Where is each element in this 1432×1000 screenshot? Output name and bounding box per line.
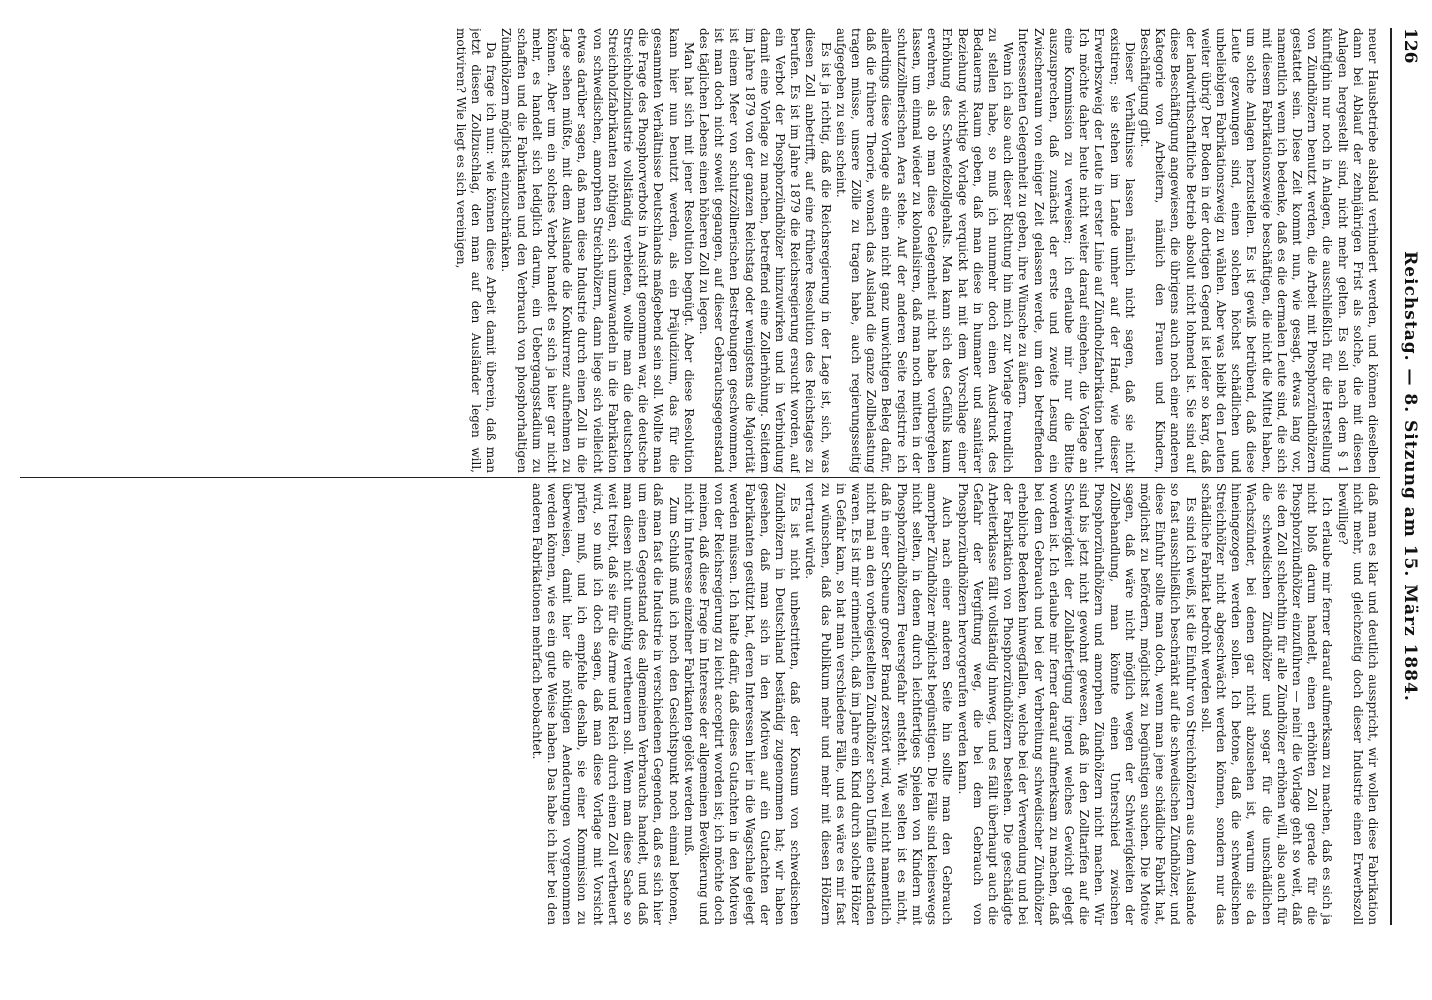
page-number: 126 (1400, 28, 1420, 64)
paragraph: Dieser Verhältnisse lassen nämlich nicht sagen, daß sie nicht existiren; sie stehen im Lande umher auf der Hand, wie dieser Erwerbszweig der Leute in erster Linie auf Zündholzfabrikation beruht. Ich möchte daher heute nicht weiter darauf eingehen, die Vorlage an eine Kommission zu verweisen; ich erlaube mir nur die Bitte auszusprechen, daß zunächst der erste und zweite Lesung ein Zwischenraum von einiger Zeit gelassen werde, um den betreffenden Interessenten Gelegenheit zu geben, ihre Wünsche zu äußern. (1016, 28, 1137, 473)
paragraph: Da frage ich nun: wie können diese Arbeit damit überein, daß man jetzt diesen Zollzuschlag, den man auf den Ausländer legen will, motiviren? Wie liegt es sich vereinigen, (453, 28, 499, 473)
paragraph: Wenn ich also auch dieser Richtung hin mich zur Vorlage freundlich zu stellen habe, so muß ich nunmehr doch einen Ausdruck des Bedauerns Raum geben, daß man diese in humaner und sanitärer Beziehung wichtige Vorlage verquickt hat mit dem Vorschlage einer Erhöhung des Schwefelzollgehalts. Man kann sich des Gefühls kaum erwehren, als ob man diese Gelegenheit nicht habe vorübergehen lassen, um einmal wieder zu kolonalisiren, daß man noch mitten in der schutzzöllnerischen Aera stehe. Auf der anderen Seite registrire ich allerdings diese Vorlage als einen nicht ganz unwichtigen Beleg dafür, daß die frühere Theorie, wonach das Ausland die ganze Zollbelastung tragen müsse, unsere Zölle zu tragen habe, auch regierungsseitig aufgegeben zu sein scheint. (833, 28, 1016, 473)
text-column-left (20, 28, 1380, 473)
paragraph: Man hat sich mit jener Resolution begnügt. Aber diese Resolution kann hier nun benutzt werden, als ein Präjudizium, das für die gesammten Verhältnisse Deutschlands maßgebend sein soll. Wollte man die Frage des Phosphorverbots in Ansicht genommen war, die deutsche Streichholzindustrie vollständig verbieten, wollte man die deutschen Streichholzfabrikanten nöthigen, sich umzuwandeln in die Fabrikation von schwedischen, amorphen Streichhölzern, dann liege sich vielleicht etwas darüber sagen, daß man diese Industrie durch einen Zoll in die Lage sehen müßte, mit dem Auslande die Konkurrenz aufnehmen zu können. Aber um ein solches Verbot handelt es sich ja hier gar nicht mehr, es handelt sich lediglich darum, ein Uebergangsstadium zu schaffen und die Fabrikanten und den Verbrauch von phosphorhaltigen Zündhölzern möglichst einzuschränken. (499, 28, 696, 473)
paragraph: daß man es klar und deutlich ausspricht, wir wollen diese Fabrikation nicht mehr, und gleichzeitig doch dieser Industrie einen Erwerbszoll bewillige? (1335, 483, 1380, 925)
paragraph: Es ist ja richtig, daß die Reichsregierung in der Lage ist, sich, was diesen Zoll anbetrifft, auf eine frühere Resolution des Reichstages zu berufen. Es ist im Jahre 1879 die Reichsregierung ersucht worden, auf ein Verbot der Phosphorzündhölzer hinzuwirken und in Verbindung damit eine Vorlage zu machen, betreffend eine Zollerhöhung. Seitdem im Jahre 1879 von der ganzen Reichstag oder wenigstens die Majorität ist einem Meer von schutzzöllnerischen Bestrebungen geschwommen, ist man doch nicht soweit gegangen, auf dieser Gebrauchsgegenstand des täglichen Lebens einen höheren Zoll zu legen. (697, 28, 833, 473)
header-rule (1390, 28, 1392, 925)
paragraph: Zum Schluß muß ich noch den Gesichtspunkt noch einmal betonen, daß man fast die Industrie in verschiedenen Gegenden, daß es sich hier um einen Gegenstand des allgemeinen Verbrauchs handelt, und daß man diesen nicht unnöthig vertheuern soll. Wenn man diese Sache so weit treibt, daß sie für die Arme und Reich durch einen Zoll vertheuert wird, so muß ich doch sagen, daß man diese Vorlage mit Vorsicht prüfen muß, und ich empfehle deshalb, sie einer Kommission zu überweisen, damit hier die nöthigen Aenderungen vorgenommen werden können, wie es ein gute Weise haben. Das habe ich hier bei den anderen Fabrikationen mehrfach beobachtet. (529, 483, 681, 925)
text-column-right (20, 483, 1380, 925)
column-divider (20, 477, 1380, 478)
paragraph: Es sind ich weiß, ist die Einfuhr von Streichhölzern aus dem Auslande so fast ausschließlich beschränkt auf die schwedischen Zündhölzer, und diese Einfuhr sollte man doch, wenn man jene schädliche Fabrik hat, möglichst zu befördern, möglichst zu begünstigen suchen. Die Motive sagen, daß wäre nicht möglich wegen der Schwierigkeiten der Zollbehandlung, man könnte einen Unterschied zwischen Phosphorzündhölzern und amorphen Zündhölzern nicht machen. Wir sind bis jetzt nicht gewohnt gewesen, daß in den Zolltarifen auf die Schwierigkeit der Zollabfertigung irgend welches Gewicht gelegt worden ist. Ich erlaube mir ferner darauf aufmerksam zu machen, daß bei dem Gebrauch und bei der Verbreitung schwedischer Zündhölzer erhebliche Bedenken hinwegfallen, welche bei der Verwendung und bei der Fabrikation von Phosphorzündhölzern bestehen. Die geschädigte Arbeiterklasse fällt vollständig hinweg, und es fällt überhaupt auch die Gefahr der Vergiftung weg, die bei dem Gebrauch von Phosphorzündhölzern hervorgerufen werden kann. (955, 483, 1198, 925)
paragraph: Es ist nicht unbestritten, daß der Konsum von schwedischen Zündhölzern in Deutschland beständig zugenommen hat; wir haben gesehen, daß man sich in den Motiven auf ein Gutachten der Fabrikanten gestützt hat, deren Interessen hier in die Wagschale gelegt werden müssen. Ich halte dafür, daß dieses Gutachten in den Motiven von der Reichsregierung zu leicht acceptirt worden ist; ich möchte doch meinen, daß diese Frage im Interesse der allgemeinen Bevölkerung und nicht im Interesse einzelner Fabrikanten gelöst werden muß. (681, 483, 803, 925)
paragraph: Auch nach einer anderen Seite hin sollte man den Gebrauch amorpher Zündhölzer möglichst begünstigen. Die Fälle sind keineswegs nicht selten, in denen durch leichtfertiges Spielen von Kindern mit Phosphorzündhölzern Feuersgefahr entsteht. Wie selten ist es nicht, daß in einer Scheune großer Brand zerstört wird, weil nicht namentlich nicht mal an den vorbeigestellten Zündhölzer schon Unfälle entstanden waren. Es ist mir erinnerlich, daß im Jahre ein Kind durch solche Hölzer in Gefahr kam, so hat man verschiedene Fälle, und es wäre es mir fast zu wünschen, daß das Publikum mehr und mehr mit diesen Hölzern vertraut würde. (803, 483, 955, 925)
paragraph: neuer Hausbetriebe alsbald verhindert werden, und können dieselben dann bei Ablauf der zehnjährigen Frist als solche, die mit diesen Anlagen hergestellt sind, nicht mehr gelten. Es soll nach dem § 1 künftighin nur noch in Anlagen, die ausschließlich für die Herstellung von Zündhölzern benutzt werden, die Arbeit mit Phosphorzündhölzern gestattet sein. Diese Zeit kommt nun, wie gesagt, etwas lang vor, namentlich wenn ich bedenke, daß es die dermalen Leute sind, die sich mit diesem Fabrikationszweige beschäftigen, die nicht die Mittel haben, um solche Anlagen herzustellen. Es ist gewiß betrübend, daß diese Leute gezwungen sind, einen solchen höchst schädlichen und unbeliebigen Fabrikationszweig zu wählen. Aber was bleibt den Leuten weiter übrig? Der Boden in der dortigen Gegend ist leider so karg, daß der landwirthschaftliche Betrieb absolut nicht lohnend ist. Sie sind auf diese Beschäftigung angewiesen, die übrigens auch noch einer anderen Kategorie von Arbeitern, nämlich den Frauen und Kindern, Beschäftigung gibt. (1137, 28, 1380, 473)
page-header (1398, 28, 1420, 925)
page-title: Reichstag. — 8. Sitzung am 15. März 1884. (1400, 251, 1420, 702)
paragraph: Ich erlaube mir ferner darauf aufmerksam zu machen, daß es sich ja nicht bloß darum handelt, einen erhöhten Zoll gerade für die Phosphorzündhölzer einzuführen — nein! die Vorlage geht so weit, daß sie den Zoll schlechthin für alle Zündhölzer erhöhen will, also auch für die schwedischen Zündhölzer und sogar für die unschädlichen Wachszünder, bei denen gar nicht abzusehen ist, warum sie da hineingezogen werden sollen. Ich betone, daß die schwedischen Streichhölzer nicht abgeschwächt werden können, sondern nur das schädliche Fabrikat bedroht werden soll. (1198, 483, 1335, 925)
